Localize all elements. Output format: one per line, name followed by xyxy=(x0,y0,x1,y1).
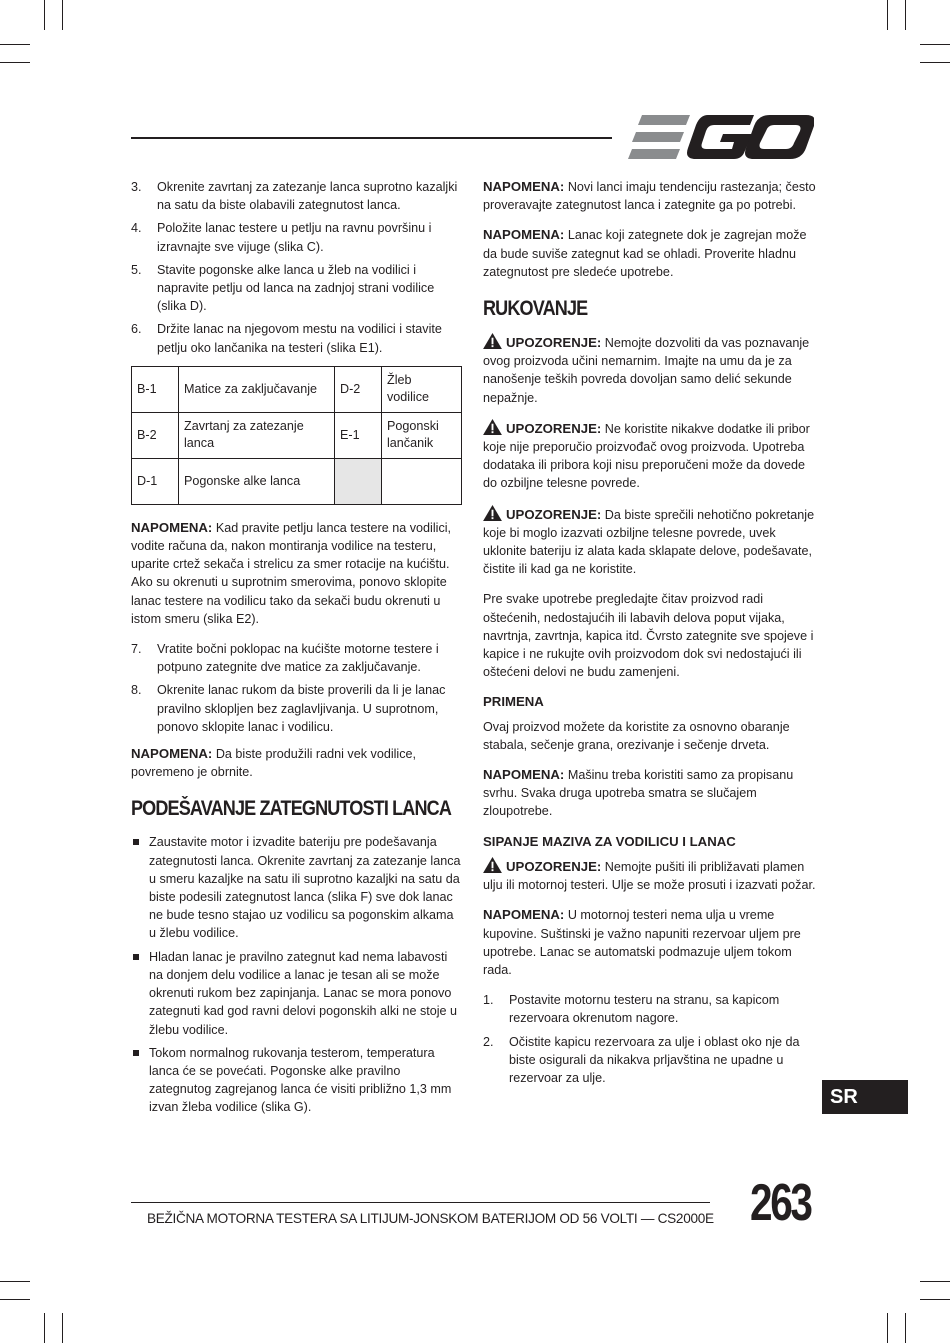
table-cell-empty xyxy=(382,458,462,504)
table-row xyxy=(132,366,462,412)
table-cell: Pogonski lančanik xyxy=(382,412,462,458)
list-item: 8. Okrenite lanac rukom da biste proverili da li je lanac pravilno sklopljen bez zaglavljivanja. U suprotnom, ponovo sklopite lanac i vodilicu. xyxy=(131,683,446,734)
table-row xyxy=(132,458,462,504)
note-paragraph: NAPOMENA: Kad pravite petlju lanca testere na vodilici, vodite računa da, nakon montiranja vodilice na testeru, uparite crtež sekača i strelicu za smer rotacije na kućištu. Ako su okrenuti u suprotnim smerovima, ponovo sklopite lanac testere na vodilicu tako da sekači budu okrenuti u istom smeru (slika E2). xyxy=(131,519,452,626)
table-cell: B-1 xyxy=(132,366,179,412)
crop-mark xyxy=(920,1299,950,1300)
crop-mark xyxy=(920,44,950,45)
crop-mark xyxy=(920,1281,950,1282)
parts-table xyxy=(131,366,462,505)
language-tab-label: SR xyxy=(830,1086,858,1108)
table-cell: Pogonske alke lanca xyxy=(179,458,335,504)
table-cell: Žleb vodilice xyxy=(382,366,462,412)
table-row xyxy=(132,412,462,458)
steps-list-a xyxy=(131,178,462,357)
warning-paragraph: UPOZORENJE: Nemojte pušiti ili približavati plamen ulju ili motornoj testeri. Ulje se može prosuti i izazvati požar. xyxy=(483,858,816,893)
crop-mark xyxy=(905,0,906,30)
list-item: 4. Položite lanac testere u petlju na ravnu površinu i izravnajte sve vijuge (slika C). xyxy=(131,221,432,254)
list-item: 3. Okrenite zavrtanj za zatezanje lanca suprotno kazaljki na satu da biste olabavili zategnutost lanca. xyxy=(131,180,458,213)
footer-title: BEŽIČNA MOTORNA TESTERA SA LITIJUM-JONSKOM BATERIJOM OD 56 VOLTI — CS2000E xyxy=(147,1211,714,1226)
warning-paragraph: UPOZORENJE: Nemojte dozvoliti da vas poznavanje ovog proizvoda učini nemarnim. Imajte na umu da je za nanošenje teških povreda dovoljan samo delić sekunde nepažnje. xyxy=(483,335,810,405)
warning-triangle-icon xyxy=(483,505,502,521)
list-item: 1. Postavite motornu testeru na stranu, sa kapicom rezervoara okrenutom nagore. xyxy=(483,993,780,1026)
left-column xyxy=(131,178,462,1126)
crop-mark xyxy=(0,44,30,45)
note-paragraph: NAPOMENA: U motornoj testeri nema ulja u vreme kupovine. Suštinski je važno napuniti rezervoar uljem pre upotrebe. Lanac se automatski podmazuje uljem tokom rada. xyxy=(483,907,801,977)
warning-paragraph: UPOZORENJE: Ne koristite nikakve dodatke ili pribor koje nije preporučio proizvođač ovog proizvoda. Upotreba dodataka ili pribora koji nisu preporučeni može da dovede do ozbiljne telesne povrede. xyxy=(483,420,810,491)
header-rule xyxy=(131,137,612,139)
table-cell: D-2 xyxy=(335,366,382,412)
section-title: RUKOVANJE xyxy=(483,297,588,321)
right-column xyxy=(483,178,818,1096)
body-paragraph: Ovaj proizvod možete da koristite za osnovno obaranje stabala, sečenje grana, orezivanje i sečenje drveta. xyxy=(483,719,790,752)
body-paragraph: Pre svake upotrebe pregledajte čitav proizvod radi oštećenih, nedostajućih ili labavih delova poput vijaka, navrtnja, zavrtnja, kapica itd. Čvrsto zategnite sve spojeve i kapice i ne rukujte ovih proizvodom dok svi nedostajući ili oštećeni delovi ne budu zamenjeni. xyxy=(483,592,814,680)
list-item: Hladan lanac je pravilno zategnut kad nema labavosti na donjem delu vodilice a lanac je tesan ali se može okrenuti rukom bez zapinjanja. Lanac se mora ponovo zategnuti kad god ravni delovi pogonskih alki ne stoje u žlebu vodilice. xyxy=(131,948,462,1039)
language-tab xyxy=(822,1080,908,1114)
crop-mark xyxy=(887,0,888,30)
warning-paragraph: UPOZORENJE: Da biste sprečili nehotično pokretanje koje bi moglo izazvati ozbiljne telesne povrede, uvek uklonite bateriju iz alata kada sklapate delove, podešavate, čistite ili kad ga ne koristite. xyxy=(483,506,815,577)
warning-triangle-icon xyxy=(483,333,502,349)
list-item: 7. Vratite bočni poklopac na kućište motorne testere i potpuno zategnite dve matice za zaključavanje. xyxy=(131,642,439,675)
list-item: 5. Stavite pogonske alke lanca u žleb na vodilici i napravite petlju od lanca na zadnjoj strani vodilice (slika D). xyxy=(131,262,435,314)
list-item: Tokom normalnog rukovanja testerom, temperatura lanca će se povećati. Pogonske alke pravilno zategnutog zagrejanog lanca će visiti približno 1,3 mm izvan žleba vodilice (slika G). xyxy=(131,1044,462,1117)
note-paragraph: NAPOMENA: Da biste produžili radni vek vodilice, povremeno je obrnite. xyxy=(131,746,417,780)
section-title: PODEŠAVANJE ZATEGNUTOSTI LANCA xyxy=(131,797,452,821)
subsection-title: SIPANJE MAZIVA ZA VODILICU I LANAC xyxy=(483,833,736,849)
crop-mark xyxy=(0,1299,30,1300)
footer-rule xyxy=(131,1202,710,1203)
crop-mark xyxy=(905,1313,906,1343)
square-bullet-icon xyxy=(133,1050,139,1056)
crop-mark xyxy=(0,62,30,63)
note-paragraph: NAPOMENA: Novi lanci imaju tendenciju rastezanja; često proveravajte zategnutost lanca i zategnite ga po potrebi. xyxy=(483,179,816,213)
note-paragraph: NAPOMENA: Mašinu treba koristiti samo za propisanu svrhu. Svaka druga upotreba smatra se slučajem zloupotrebe. xyxy=(483,767,794,819)
warning-triangle-icon xyxy=(483,419,502,435)
steps-list-c xyxy=(483,991,818,1087)
crop-mark xyxy=(887,1313,888,1343)
ego-logo xyxy=(628,113,814,161)
list-item: Zaustavite motor i izvadite bateriju pre podešavanja zategnutosti lanca. Okrenite zavrtanj za zatezanje lanca u smeru kazaljke na satu ili suprotno kazaljki na satu da biste podesili zategnutost lanca (slika F) sve dok lanac ne bude tesno stajao uz vodilicu sa pogonskim alkama u žlebu vodilice. xyxy=(131,833,462,942)
steps-list-b xyxy=(131,640,462,736)
list-item: 2. Očistite kapicu rezervoara za ulje i oblast oko nje da biste osigurali da nikakva prljavština ne upadne u rezervoar za ulje. xyxy=(483,1034,800,1085)
note-paragraph: NAPOMENA: Lanac koji zategnete dok je zagrejan može da bude suviše zategnut kad se ohladi. Proverite hladnu zategnutost pre sledeće upotrebe. xyxy=(483,227,807,279)
table-cell-empty xyxy=(335,458,382,504)
warning-triangle-icon xyxy=(483,857,502,873)
table-cell: E-1 xyxy=(335,412,382,458)
table-cell: D-1 xyxy=(132,458,179,504)
crop-mark xyxy=(62,1313,63,1343)
table-cell: Matice za zaključavanje xyxy=(179,366,335,412)
square-bullet-icon xyxy=(133,954,139,960)
crop-mark xyxy=(920,62,950,63)
table-cell: B-2 xyxy=(132,412,179,458)
crop-mark xyxy=(44,1313,45,1343)
subsection-title: PRIMENA xyxy=(483,694,544,710)
bullet-list xyxy=(131,833,462,1116)
square-bullet-icon xyxy=(133,839,139,845)
crop-mark xyxy=(44,0,45,30)
page-number: 263 xyxy=(750,1174,811,1232)
list-item: 6. Držite lanac na njegovom mestu na vodilici i stavite petlju oko lančanika na testeri (slika E1). xyxy=(131,322,442,355)
crop-mark xyxy=(62,0,63,30)
crop-mark xyxy=(0,1281,30,1282)
table-cell: Zavrtanj za zatezanje lanca xyxy=(179,412,335,458)
